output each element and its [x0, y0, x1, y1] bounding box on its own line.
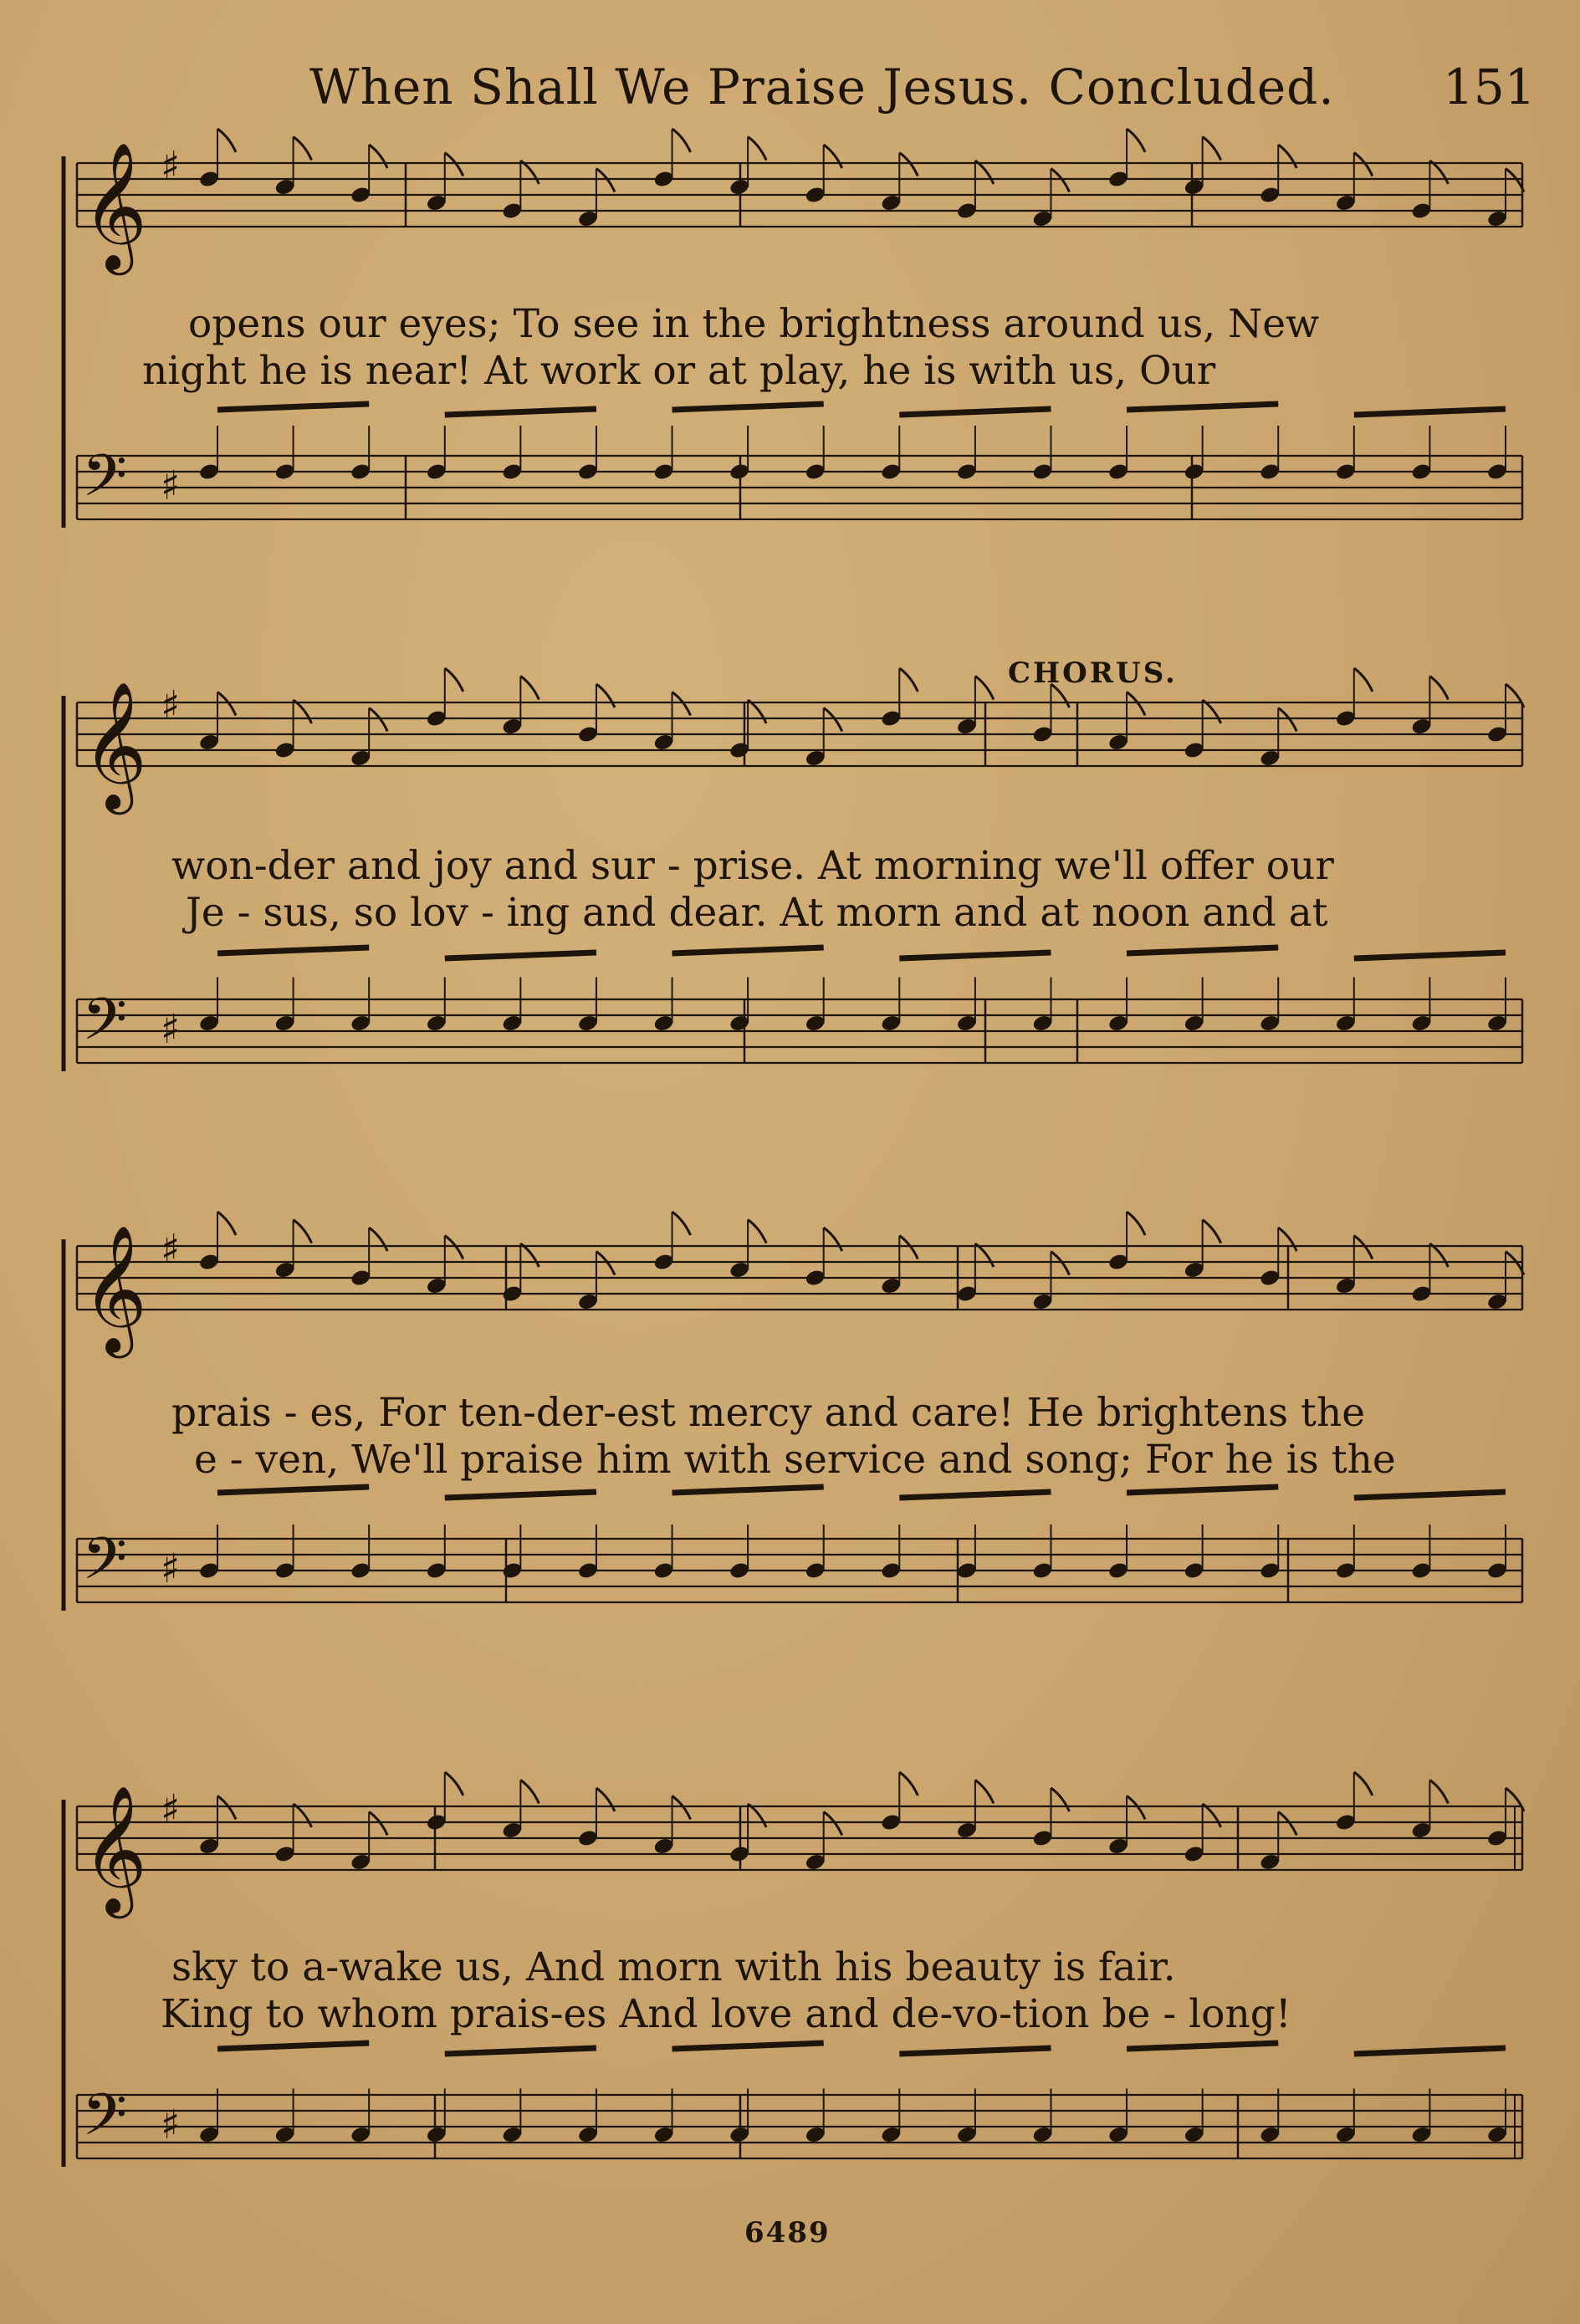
lyric-system4-verse1: sky to a-wake us, And morn with his beauty is fair.	[171, 1944, 1176, 1990]
note-flag	[445, 1772, 463, 1795]
page-number: 151	[1443, 59, 1536, 115]
note-beam	[672, 947, 824, 953]
note-flag	[294, 1220, 312, 1244]
note-beam	[445, 2048, 596, 2054]
plate-number: 6489	[744, 2216, 831, 2250]
note-beam	[1127, 2043, 1278, 2049]
note-flag	[899, 668, 918, 692]
hymn-title: When Shall We Praise Jesus. Concluded.	[309, 59, 1335, 115]
note-beam	[899, 1492, 1051, 1498]
note-flag	[748, 1804, 766, 1827]
key-signature-sharp: ♯	[161, 462, 181, 509]
note-flag	[1429, 1780, 1448, 1804]
note-flag	[975, 1780, 994, 1804]
bass-clef: 𝄢	[82, 1525, 128, 1606]
note-flag	[217, 129, 236, 152]
note-flag	[1278, 145, 1296, 168]
note-flag	[1127, 129, 1145, 152]
key-signature-sharp: ♯	[161, 1545, 181, 1592]
note-beam	[445, 409, 596, 415]
note-flag	[1354, 668, 1373, 692]
bass-clef: 𝄢	[82, 442, 128, 524]
note-flag	[1051, 1788, 1069, 1811]
note-flag	[1203, 137, 1221, 161]
note-flag	[748, 700, 766, 723]
note-flag	[445, 1236, 463, 1259]
note-beam	[1354, 2048, 1506, 2054]
note-flag	[217, 1796, 236, 1820]
note-flag	[748, 1220, 766, 1244]
note-flag	[369, 1812, 387, 1836]
note-beam	[217, 404, 369, 410]
treble-clef: 𝄞	[82, 681, 148, 810]
key-signature-sharp: ♯	[161, 682, 181, 729]
note-flag	[369, 1228, 387, 1251]
note-flag	[824, 1812, 842, 1836]
note-beam	[445, 953, 596, 958]
note-flag	[824, 1228, 842, 1251]
key-signature-sharp: ♯	[161, 2102, 181, 2148]
note-flag	[596, 169, 615, 192]
key-signature-sharp: ♯	[161, 1006, 181, 1053]
note-flag	[596, 1788, 615, 1811]
note-beam	[899, 409, 1051, 415]
note-beam	[1354, 409, 1506, 415]
bass-clef: 𝄢	[82, 2081, 128, 2163]
note-flag	[1278, 1812, 1296, 1836]
note-flag	[520, 1780, 539, 1804]
note-flag	[596, 684, 615, 707]
lyric-system2-verse1: won-der and joy and sur - prise. At morning we'll offer our	[171, 843, 1334, 889]
treble-clef: 𝄞	[82, 1224, 148, 1353]
note-flag	[824, 708, 842, 732]
note-flag	[445, 668, 463, 692]
note-beam	[1354, 953, 1506, 958]
note-flag	[1127, 1796, 1145, 1820]
key-signature-sharp: ♯	[161, 1226, 181, 1273]
note-flag	[1127, 692, 1145, 716]
note-flag	[1203, 1804, 1221, 1827]
note-flag	[1354, 1772, 1373, 1795]
note-flag	[824, 145, 842, 168]
note-beam	[1127, 947, 1278, 953]
note-flag	[1506, 1252, 1524, 1275]
bass-clef: 𝄢	[82, 985, 128, 1067]
lyric-system3-verse2: e - ven, We'll praise him with service and song; For he is the	[194, 1437, 1396, 1483]
note-flag	[1051, 1252, 1069, 1275]
note-flag	[1429, 161, 1448, 184]
note-flag	[672, 1796, 691, 1820]
note-beam	[1127, 404, 1278, 410]
note-flag	[1127, 1212, 1145, 1235]
chorus-label: CHORUS.	[1008, 656, 1178, 690]
lyric-system3-verse1: prais - es, For ten-der-est mercy and care! He brightens the	[171, 1390, 1366, 1436]
note-flag	[217, 1212, 236, 1235]
note-flag	[294, 700, 312, 723]
key-signature-sharp: ♯	[161, 1786, 181, 1833]
note-flag	[294, 137, 312, 161]
note-flag	[369, 708, 387, 732]
note-flag	[975, 677, 994, 700]
note-beam	[217, 2043, 369, 2049]
note-flag	[672, 129, 691, 152]
note-flag	[445, 153, 463, 176]
note-flag	[520, 1244, 539, 1267]
note-flag	[1429, 1244, 1448, 1267]
note-beam	[1354, 1492, 1506, 1498]
lyric-system1-verse1: opens our eyes; To see in the brightness around us, New	[188, 301, 1320, 347]
note-flag	[294, 1804, 312, 1827]
note-flag	[975, 1244, 994, 1267]
note-flag	[748, 137, 766, 161]
note-flag	[672, 692, 691, 716]
treble-clef: 𝄞	[82, 141, 148, 270]
key-signature-sharp: ♯	[161, 143, 181, 190]
note-beam	[899, 2048, 1051, 2054]
note-flag	[899, 153, 918, 176]
note-flag	[369, 145, 387, 168]
note-beam	[1127, 1487, 1278, 1493]
note-beam	[672, 404, 824, 410]
treble-clef: 𝄞	[82, 1785, 148, 1913]
lyric-system4-verse2: King to whom prais-es And love and de-vo-tion be - long!	[161, 1991, 1291, 2037]
note-beam	[672, 2043, 824, 2049]
note-flag	[1506, 169, 1524, 192]
note-flag	[1203, 1220, 1221, 1244]
lyric-system1-verse2: night he is near! At work or at play, he is with us, Our	[142, 348, 1216, 394]
note-flag	[1203, 700, 1221, 723]
note-beam	[899, 953, 1051, 958]
note-flag	[1278, 708, 1296, 732]
note-flag	[899, 1236, 918, 1259]
note-flag	[975, 161, 994, 184]
note-beam	[217, 947, 369, 953]
note-beam	[445, 1492, 596, 1498]
note-flag	[1051, 169, 1069, 192]
note-beam	[672, 1487, 824, 1493]
note-flag	[672, 1212, 691, 1235]
note-flag	[1506, 684, 1524, 707]
note-flag	[1429, 677, 1448, 700]
note-beam	[217, 1487, 369, 1493]
note-flag	[596, 1252, 615, 1275]
note-flag	[899, 1772, 918, 1795]
note-flag	[217, 692, 236, 716]
note-flag	[1354, 153, 1373, 176]
note-flag	[1354, 1236, 1373, 1259]
note-flag	[520, 161, 539, 184]
note-flag	[520, 677, 539, 700]
lyric-system2-verse2: Je - sus, so lov - ing and dear. At morn and at noon and at	[186, 890, 1328, 936]
